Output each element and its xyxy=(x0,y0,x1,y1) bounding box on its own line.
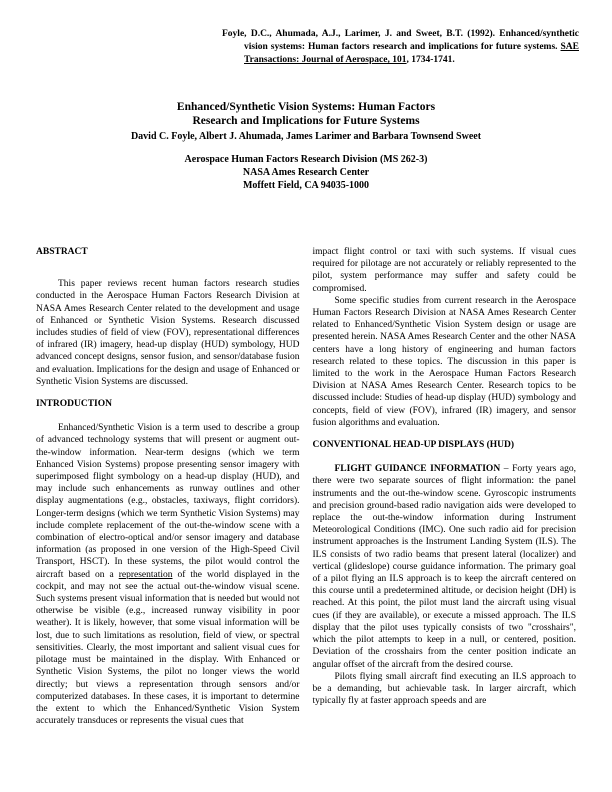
introduction-text-end: of the world displayed in the cockpit, and may not see the actual out-the-window visual scene. Such systems present visual information that is needed but would not otherwise be visible (e.g., increased runway visibility in poor weather). It is likely, however, that some visual information will be lost, due to such limitations as resolution, field of view, or spectral sensitivities. Clearly, the most important and salient visual cues for pilotage must be maintained in the display. With Enhanced or Synthetic Vision Systems, the pilot no longer views the world directly; but views a representation through sensors and/or computerized databases. In these cases, it is important to determine the extent to which the Enhanced/Synthetic Vision System accurately transduces or represents the visual cues that xyxy=(36,569,300,727)
affiliation-address: Moffett Field, CA 94035-1000 xyxy=(242,180,370,191)
abstract-paragraph: This paper reviews recent human factors research studies conducted in the Aerospace Human Factors Research Division at NASA Ames Research Center related to the development and usage of Enhanced or Synthetic Vision Systems. Research discussed includes studies of field of view (FOV), representational differences of infrared (IR) imagery, head-up display (HUD) symbology, HUD advanced concept designs, sensor fusion, and sensor/database fusion and evaluation. Implications for the design and usage of Enhanced or Synthetic Vision Systems are discussed. xyxy=(36,279,300,387)
two-column-body xyxy=(36,246,576,727)
abstract-heading: ABSTRACT xyxy=(36,247,88,257)
introduction-underlined-word: representation xyxy=(118,569,173,580)
paper-title-line2: Research and Implications for Future Systems xyxy=(192,115,420,127)
affiliation-block xyxy=(0,153,612,192)
flight-guidance-runin-heading: FLIGHT GUIDANCE INFORMATION xyxy=(334,464,501,475)
citation-journal-underlined: SAE Transactions: Journal of Aerospace, 101 xyxy=(244,42,579,65)
introduction-text-start: Enhanced/Synthetic Vision is a term used to describe a group of advanced technology systems that will present or augment out-the-window information. Near-term designs (which we term Enhanced Vision Systems) propose presenting sensor imagery with superimposed flight symbology on a head-up display (HUD), and may include such enhancements as runway outlines and other display augmentations (e.g., obstacles, taxiways, flight corridors). Longer-term designs (which we term Synthetic Vision Systems) may include complete replacement of the out-the-window scene with a combination of electro-optical and/or sensor imagery and database information (as proposed in one version of the High-Speed Civil Transport, HSCT). In these systems, the pilot would control the aircraft based on a xyxy=(36,423,300,580)
paper-title-line1: Enhanced/Synthetic Vision Systems: Human Factors xyxy=(176,101,436,113)
continuation-paragraph: impact flight control or taxi with such systems. If visual cues required for pilotage are not accurately or reliably represented to the pilot, system performance may suffer and safety could be compromised. xyxy=(312,247,576,294)
affiliation-division: Aerospace Human Factors Research Division (MS 262-3) xyxy=(184,154,428,165)
right-column xyxy=(313,246,577,727)
authors-line: David C. Foyle, Albert J. Ahumada, James Larimer and Barbara Townsend Sweet xyxy=(130,131,482,142)
hud-section-heading: CONVENTIONAL HEAD-UP DISPLAYS (HUD) xyxy=(312,440,515,451)
introduction-heading: INTRODUCTION xyxy=(36,399,113,410)
citation-block xyxy=(222,28,579,67)
research-overview-paragraph: Some specific studies from current research in the Aerospace Human Factors Research Division at NASA Ames Research Center related to Enhanced/Synthetic Vision System design or usage are presented herein. NASA Ames Research Center and the other NASA centers have a long history of engineering and human factors research related to these topics. The discussion in this paper is limited to the work in the Aerospace Human Factors Research Division at NASA Ames Research Center. Research topics to be discussed include: Studies of head-up display (HUD) symbology and concepts, field of view (FOV), infrared (IR) imagery, and sensor fusion algorithms and evaluation. xyxy=(312,295,576,428)
affiliation-center: NASA Ames Research Center xyxy=(242,167,370,178)
citation-text: Foyle, D.C., Ahumada, A.J., Larimer, J. and Sweet, B.T. (1992). Enhanced/synthetic vision systems: Human factors research and implications for future systems. xyxy=(222,29,579,52)
paper-title xyxy=(0,100,612,128)
flight-guidance-paragraph xyxy=(313,463,577,670)
ils-pilots-paragraph: Pilots flying small aircraft find executing an ILS approach to be a demanding, but achievable task. In larger aircraft, which typically fly at faster approach speeds and are xyxy=(312,671,576,707)
left-column xyxy=(36,246,300,727)
flight-guidance-text: – Forty years ago, there were two separate sources of flight information: the panel instruments and the out-the-window scene. Gyroscopic instruments and precision ground-based radio navigation aids were developed to replace the out-the-window information during Instrument Meteorological Conditions (IMC). One such radio aid for precision instrument approaches is the Instrument Landing System (ILS). The ILS consists of two radio beams that present lateral (localizer) and vertical (glideslope) course guidance information. The primary goal of a pilot flying an ILS approach is to keep the aircraft centered on this course until a predetermined altitude, or decision height (DH) is reached. At this point, the pilot must land the aircraft using visual cues (if they are available), or execute a missed approach. The ILS display that the pilot uses typically consists of two "crosshairs", which the pilot attempts to keep in a null, or centered, position. Deviation of the crosshairs from the center position indicate an angular offset of the aircraft from the desired course. xyxy=(312,464,576,670)
citation-pages: , 1734-1741. xyxy=(406,55,455,65)
introduction-paragraph xyxy=(36,422,300,727)
